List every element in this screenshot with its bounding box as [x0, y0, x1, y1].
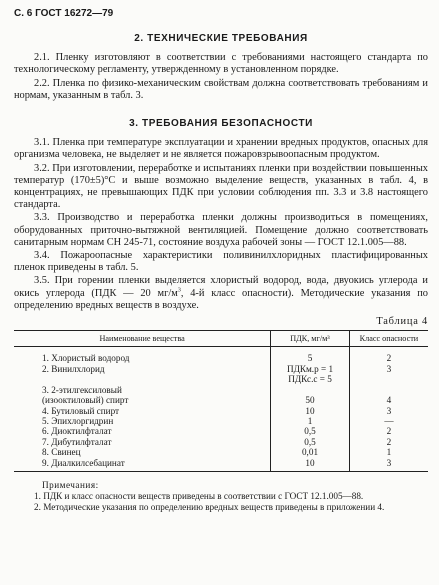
hazard-class-cell — [349, 385, 428, 395]
paragraph-3-2: 3.2. При изготовлении, переработке и испытаниях пленки при воздействии повышенных температур (170±5)°С и выше возможно выделение веществ, указанных в табл. 4, в концентрациях, не превышающих ПДК при условии соблюдения пп. 3.3 и 3.8 настоящего стандарта. — [14, 162, 428, 211]
hazard-class-cell: 3 — [349, 458, 428, 472]
hazard-class-cell: 2 — [349, 347, 428, 364]
substance-name-cell: 3. 2-этилгексиловый — [42, 384, 122, 395]
section-3-title: 3. ТРЕБОВАНИЯ БЕЗОПАСНОСТИ — [129, 118, 313, 130]
pdk-cell: ПДКм.р = 1 — [271, 364, 350, 374]
pdk-cell: 1 — [271, 416, 350, 426]
table-row — [14, 374, 428, 384]
pdk-cell: 0,5 — [271, 426, 350, 436]
hazard-class-cell — [349, 374, 428, 384]
hazard-class-cell: 1 — [349, 447, 428, 457]
column-header-class: Класс опасности — [349, 331, 428, 347]
table-row — [14, 416, 428, 426]
document-page — [14, 8, 428, 513]
substance-name-cell: (изооктиловый) спирт — [42, 395, 129, 406]
table-row — [14, 347, 428, 364]
substance-name-cell: 4. Бутиловый спирт — [42, 405, 120, 416]
table-row — [14, 364, 428, 374]
substance-name-cell — [14, 374, 271, 384]
section-2-title: 2. ТЕХНИЧЕСКИЕ ТРЕБОВАНИЯ — [134, 33, 308, 44]
hazard-class-cell: — — [349, 416, 428, 426]
pdk-cell: 50 — [271, 395, 350, 405]
paragraph-3-1: 3.1. Пленка при температуре эксплуатации и хранении вредных продуктов, опасных для организма человека, не выделяет и не является пожаровзрывоопасным продуктом. — [14, 137, 428, 161]
pdk-cell: ПДКс.с = 5 — [271, 374, 350, 384]
paragraph-2-1: 2.1. Пленку изготовляют в соответствии с требованиями настоящего стандарта по технологическому регламенту, утвержденному в установленном порядке. — [14, 52, 428, 76]
table-row — [14, 385, 428, 395]
table-4-caption: Таблица 4 — [376, 316, 428, 328]
note-2: 2. Методические указания по определению вредных веществ приведены в приложении 4. — [34, 502, 385, 513]
pdk-cell: 10 — [271, 458, 350, 472]
pdk-cell: 10 — [271, 406, 350, 416]
pdk-cell: 0,5 — [271, 437, 350, 447]
hazard-class-cell: 2 — [349, 437, 428, 447]
page-header: С. 6 ГОСТ 16272—79 — [14, 8, 114, 19]
substance-name-cell: 7. Дибутилфталат — [42, 436, 112, 447]
pdk-cell: 0,01 — [271, 447, 350, 457]
note-1: 1. ПДК и класс опасности веществ приведены в соответствии с ГОСТ 12.1.005—88. — [34, 490, 364, 501]
substance-name-cell: 6. Диоктилфталат — [42, 426, 112, 437]
table-4-body — [14, 347, 428, 471]
hazard-class-cell: 2 — [349, 426, 428, 436]
table-row — [14, 458, 428, 472]
hazard-class-cell: 3 — [349, 364, 428, 374]
column-header-pdk: ПДК, мг/м³ — [271, 331, 350, 347]
table-row — [14, 426, 428, 436]
pdk-cell — [271, 385, 350, 395]
table-4 — [14, 330, 428, 472]
substance-name-cell: 1. Хлористый водород — [42, 353, 130, 364]
column-header-name: Наименование вещества — [14, 331, 271, 347]
paragraph-3-4: 3.4. Пожароопасные характеристики поливинилхлоридных пластифицированных пленок приведены в табл. 5. — [14, 250, 428, 274]
table-row — [14, 406, 428, 416]
paragraph-2-2: 2.2. Пленка по физико-механическим свойствам должна соответствовать требованиям и нормам, указанным в табл. 3. — [14, 77, 428, 101]
paragraph-3-5: 3.5. При горении пленки выделяется хлористый водород, вода, двуокись углерода и окись углерода (ПДК — 20 $мг/м^3$, 4-й класс опасности). Методические указания по определению вредных веществ в воздухе. — [14, 275, 428, 311]
substance-name-cell: 5. Эпихлоргидрин — [42, 415, 114, 426]
hazard-class-cell: 4 — [349, 395, 428, 405]
substance-name-cell: 2. Винилхлорид — [42, 363, 105, 374]
substance-name-cell: 9. Диалкилсебацинат — [14, 458, 271, 472]
paragraph-3-3: 3.3. Производство и переработка пленки должны производиться в помещениях, оборудованных приточно-вытяжной вентиляцией. Помещение должно соответствовать санитарным нормам СН 245-71, состояние воздуха рабочей зоны — ГОСТ 12.1.005—88. — [14, 212, 428, 248]
pdk-cell: 5 — [271, 347, 350, 364]
substance-name-cell: 8. Свинец — [42, 447, 81, 458]
table-row — [14, 447, 428, 457]
table-row — [14, 395, 428, 405]
notes-block — [14, 480, 428, 513]
table-row — [14, 437, 428, 447]
notes-title: Примечания: — [42, 479, 99, 490]
hazard-class-cell: 3 — [349, 406, 428, 416]
